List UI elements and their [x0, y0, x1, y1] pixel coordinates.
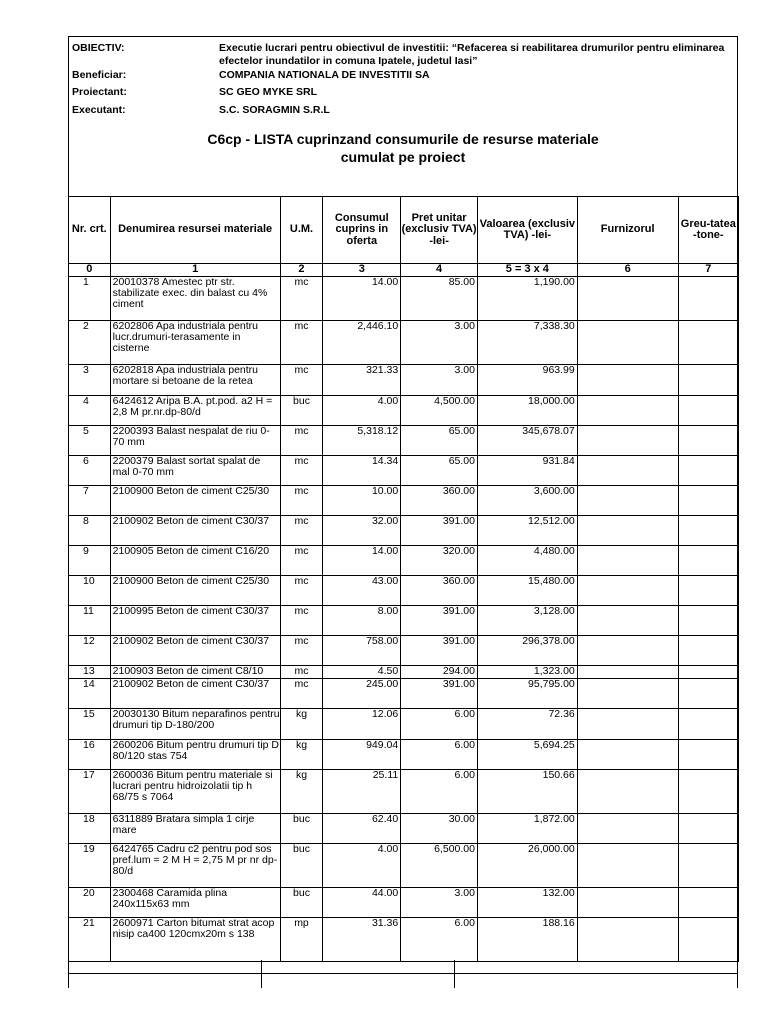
- row-valoare: 26,000.00: [477, 844, 577, 888]
- row-nr: 9: [69, 546, 111, 576]
- header-greutate: Greu-tatea -tone-: [678, 197, 738, 264]
- table-row: [69, 844, 739, 888]
- row-um: buc: [280, 396, 323, 426]
- header-um: U.M.: [280, 197, 323, 264]
- table-row: [69, 814, 739, 844]
- row-consum: 12.06: [323, 709, 401, 740]
- row-name: 2100900 Beton de ciment C25/30: [110, 576, 280, 606]
- row-valoare: 5,694.25: [477, 740, 577, 770]
- row-furnizor: [577, 844, 678, 888]
- row-consum: 31.36: [323, 918, 401, 962]
- table-body: [69, 277, 739, 962]
- row-consum: 44.00: [323, 888, 401, 918]
- column-number: 7: [678, 264, 738, 277]
- bottom-stub-left: [68, 960, 69, 988]
- header-nr: Nr. crt.: [69, 197, 111, 264]
- row-name: 2100902 Beton de ciment C30/37: [110, 516, 280, 546]
- column-number: 3: [323, 264, 401, 277]
- row-pret: 3.00: [401, 365, 478, 396]
- table-row: [69, 546, 739, 576]
- row-nr: 10: [69, 576, 111, 606]
- table-row: [69, 396, 739, 426]
- row-consum: 758.00: [323, 636, 401, 666]
- row-um: buc: [280, 888, 323, 918]
- row-um: mc: [280, 516, 323, 546]
- row-um: mc: [280, 365, 323, 396]
- row-consum: 14.00: [323, 546, 401, 576]
- row-greutate: [678, 709, 738, 740]
- row-nr: 6: [69, 456, 111, 486]
- row-um: kg: [280, 770, 323, 814]
- page-title: [68, 130, 738, 166]
- row-greutate: [678, 888, 738, 918]
- row-valoare: 72.36: [477, 709, 577, 740]
- row-greutate: [678, 740, 738, 770]
- column-number: 5 = 3 x 4: [477, 264, 577, 277]
- executant-label: Executant:: [72, 104, 126, 116]
- row-pret: 6.00: [401, 709, 478, 740]
- row-valoare: 345,678.07: [477, 426, 577, 456]
- row-um: buc: [280, 814, 323, 844]
- row-name: 2100905 Beton de ciment C16/20: [110, 546, 280, 576]
- row-pret: 6.00: [401, 770, 478, 814]
- row-pret: 391.00: [401, 636, 478, 666]
- row-greutate: [678, 426, 738, 456]
- row-name: 2600971 Carton bitumat strat acop nisip ca400 120cmx20m s 138: [110, 918, 280, 962]
- row-valoare: 4,480.00: [477, 546, 577, 576]
- row-pret: 294.00: [401, 666, 478, 679]
- row-furnizor: [577, 666, 678, 679]
- row-nr: 2: [69, 321, 111, 365]
- row-greutate: [678, 606, 738, 636]
- row-name: 20030130 Bitum neparafinos pentru drumuri tip D-180/200: [110, 709, 280, 740]
- row-greutate: [678, 321, 738, 365]
- table-row: [69, 709, 739, 740]
- row-pret: 6,500.00: [401, 844, 478, 888]
- row-um: mc: [280, 636, 323, 666]
- row-um: buc: [280, 844, 323, 888]
- header-consum: Consumul cuprins in oferta: [323, 197, 401, 264]
- row-furnizor: [577, 426, 678, 456]
- row-name: 6311889 Bratara simpla 1 cirje mare: [110, 814, 280, 844]
- row-pret: 3.00: [401, 321, 478, 365]
- table-row: [69, 486, 739, 516]
- row-consum: 10.00: [323, 486, 401, 516]
- row-valoare: 7,338.30: [477, 321, 577, 365]
- row-valoare: 963.99: [477, 365, 577, 396]
- row-nr: 5: [69, 426, 111, 456]
- row-furnizor: [577, 679, 678, 709]
- row-greutate: [678, 516, 738, 546]
- table-row: [69, 456, 739, 486]
- row-valoare: 95,795.00: [477, 679, 577, 709]
- table-row: [69, 576, 739, 606]
- row-um: mc: [280, 456, 323, 486]
- row-consum: 43.00: [323, 576, 401, 606]
- row-pret: 6.00: [401, 918, 478, 962]
- column-number: 0: [69, 264, 111, 277]
- row-name: 2200379 Balast sortat spalat de mal 0-70 mm: [110, 456, 280, 486]
- row-furnizor: [577, 396, 678, 426]
- row-nr: 20: [69, 888, 111, 918]
- table-row: [69, 888, 739, 918]
- row-greutate: [678, 546, 738, 576]
- row-furnizor: [577, 277, 678, 321]
- table-row: [69, 321, 739, 365]
- table-row: [69, 365, 739, 396]
- row-consum: 5,318.12: [323, 426, 401, 456]
- table-row: [69, 740, 739, 770]
- row-name: 2200393 Balast nespalat de riu 0-70 mm: [110, 426, 280, 456]
- row-um: mc: [280, 606, 323, 636]
- row-consum: 2,446.10: [323, 321, 401, 365]
- row-consum: 4.50: [323, 666, 401, 679]
- proiectant-label: Proiectant:: [72, 86, 127, 98]
- row-um: mc: [280, 666, 323, 679]
- row-greutate: [678, 814, 738, 844]
- row-pret: 3.00: [401, 888, 478, 918]
- row-furnizor: [577, 365, 678, 396]
- row-furnizor: [577, 546, 678, 576]
- row-greutate: [678, 770, 738, 814]
- row-consum: 32.00: [323, 516, 401, 546]
- header-valoare: Valoarea (exclusiv TVA) -lei-: [477, 197, 577, 264]
- row-furnizor: [577, 456, 678, 486]
- row-greutate: [678, 918, 738, 962]
- row-pret: 4,500.00: [401, 396, 478, 426]
- row-furnizor: [577, 740, 678, 770]
- row-furnizor: [577, 888, 678, 918]
- row-furnizor: [577, 636, 678, 666]
- row-name: 2600206 Bitum pentru drumuri tip D 80/120 stas 754: [110, 740, 280, 770]
- row-name: 2100995 Beton de ciment C30/37: [110, 606, 280, 636]
- row-nr: 21: [69, 918, 111, 962]
- row-consum: 62.40: [323, 814, 401, 844]
- row-valoare: 132.00: [477, 888, 577, 918]
- row-valoare: 18,000.00: [477, 396, 577, 426]
- table-row: [69, 636, 739, 666]
- row-name: 2600036 Bitum pentru materiale si lucrari pentru hidroizolatii tip h 68/75 s 7064: [110, 770, 280, 814]
- row-furnizor: [577, 606, 678, 636]
- row-consum: 949.04: [323, 740, 401, 770]
- row-pret: 391.00: [401, 606, 478, 636]
- row-um: mc: [280, 546, 323, 576]
- row-nr: 14: [69, 679, 111, 709]
- column-number: 2: [280, 264, 323, 277]
- row-name: 6202818 Apa industriala pentru mortare si betoane de la retea: [110, 365, 280, 396]
- row-furnizor: [577, 770, 678, 814]
- row-valoare: 3,600.00: [477, 486, 577, 516]
- row-furnizor: [577, 576, 678, 606]
- row-greutate: [678, 844, 738, 888]
- row-consum: 8.00: [323, 606, 401, 636]
- row-pret: 65.00: [401, 456, 478, 486]
- table-row: [69, 679, 739, 709]
- row-pret: 391.00: [401, 679, 478, 709]
- row-valoare: 296,378.00: [477, 636, 577, 666]
- row-um: mc: [280, 576, 323, 606]
- row-um: mc: [280, 277, 323, 321]
- row-name: 2100902 Beton de ciment C30/37: [110, 679, 280, 709]
- row-consum: 25.11: [323, 770, 401, 814]
- table-row: [69, 277, 739, 321]
- row-nr: 17: [69, 770, 111, 814]
- header-furnizor: Furnizorul: [577, 197, 678, 264]
- beneficiar-label: Beneficiar:: [72, 69, 127, 81]
- row-greutate: [678, 277, 738, 321]
- row-greutate: [678, 486, 738, 516]
- column-number-row: [69, 264, 739, 277]
- row-nr: 12: [69, 636, 111, 666]
- table-row: [69, 770, 739, 814]
- row-nr: 18: [69, 814, 111, 844]
- row-name: 20010378 Amestec ptr str. stabilizate exec. din balast cu 4% ciment: [110, 277, 280, 321]
- beneficiar-value: COMPANIA NATIONALA DE INVESTITII SA: [219, 69, 430, 81]
- row-valoare: 1,190.00: [477, 277, 577, 321]
- row-greutate: [678, 456, 738, 486]
- row-furnizor: [577, 321, 678, 365]
- row-furnizor: [577, 918, 678, 962]
- row-greutate: [678, 365, 738, 396]
- row-nr: 3: [69, 365, 111, 396]
- executant-value: S.C. SORAGMIN S.R.L: [219, 104, 330, 116]
- row-furnizor: [577, 709, 678, 740]
- row-pret: 65.00: [401, 426, 478, 456]
- row-greutate: [678, 396, 738, 426]
- row-name: 2100902 Beton de ciment C30/37: [110, 636, 280, 666]
- bottom-stub-right: [454, 960, 455, 988]
- row-name: 2300468 Caramida plina 240x115x63 mm: [110, 888, 280, 918]
- header-pret: Pret unitar (exclusiv TVA) -lei-: [401, 197, 478, 264]
- proiectant-value: SC GEO MYKE SRL: [219, 86, 318, 98]
- row-valoare: 931.84: [477, 456, 577, 486]
- row-furnizor: [577, 486, 678, 516]
- header-name: Denumirea resursei materiale: [110, 197, 280, 264]
- row-pret: 320.00: [401, 546, 478, 576]
- row-nr: 7: [69, 486, 111, 516]
- row-pret: 6.00: [401, 740, 478, 770]
- row-um: mp: [280, 918, 323, 962]
- row-nr: 16: [69, 740, 111, 770]
- row-consum: 321.33: [323, 365, 401, 396]
- row-consum: 14.34: [323, 456, 401, 486]
- row-pret: 391.00: [401, 516, 478, 546]
- row-name: 6202806 Apa industriala pentru lucr.drumuri-terasamente in cisterne: [110, 321, 280, 365]
- column-number: 6: [577, 264, 678, 277]
- row-pret: 30.00: [401, 814, 478, 844]
- table-row: [69, 426, 739, 456]
- table-header-row: [69, 197, 739, 264]
- row-valoare: 1,323.00: [477, 666, 577, 679]
- row-consum: 4.00: [323, 844, 401, 888]
- row-um: kg: [280, 740, 323, 770]
- row-nr: 19: [69, 844, 111, 888]
- table-row: [69, 606, 739, 636]
- row-consum: 14.00: [323, 277, 401, 321]
- row-um: mc: [280, 321, 323, 365]
- row-pret: 360.00: [401, 576, 478, 606]
- row-nr: 4: [69, 396, 111, 426]
- row-consum: 245.00: [323, 679, 401, 709]
- row-furnizor: [577, 814, 678, 844]
- row-nr: 13: [69, 666, 111, 679]
- row-name: 2100903 Beton de ciment C8/10: [110, 666, 280, 679]
- column-number: 1: [110, 264, 280, 277]
- row-nr: 11: [69, 606, 111, 636]
- row-valoare: 12,512.00: [477, 516, 577, 546]
- table-row: [69, 516, 739, 546]
- row-greutate: [678, 666, 738, 679]
- row-valoare: 1,872.00: [477, 814, 577, 844]
- row-greutate: [678, 636, 738, 666]
- row-um: mc: [280, 486, 323, 516]
- title-line-2: cumulat pe proiect: [340, 149, 466, 165]
- row-valoare: 188.16: [477, 918, 577, 962]
- row-name: 6424765 Cadru c2 pentru pod sos pref.lum = 2 M H = 2,75 M pr nr dp-80/d: [110, 844, 280, 888]
- table-row: [69, 918, 739, 962]
- row-name: 2100900 Beton de ciment C25/30: [110, 486, 280, 516]
- row-greutate: [678, 679, 738, 709]
- objectiv-label: OBIECTIV:: [72, 42, 125, 54]
- table-row: [69, 666, 739, 679]
- row-pret: 85.00: [401, 277, 478, 321]
- row-valoare: 3,128.00: [477, 606, 577, 636]
- materials-table: [68, 196, 739, 962]
- bottom-rule: [68, 973, 738, 974]
- row-furnizor: [577, 516, 678, 546]
- row-um: mc: [280, 426, 323, 456]
- row-nr: 1: [69, 277, 111, 321]
- row-um: mc: [280, 679, 323, 709]
- row-valoare: 150.66: [477, 770, 577, 814]
- bottom-stub-mid: [261, 960, 262, 988]
- row-greutate: [678, 576, 738, 606]
- column-number: 4: [401, 264, 478, 277]
- row-consum: 4.00: [323, 396, 401, 426]
- row-um: kg: [280, 709, 323, 740]
- row-valoare: 15,480.00: [477, 576, 577, 606]
- row-nr: 8: [69, 516, 111, 546]
- row-name: 6424612 Aripa B.A. pt.pod. a2 H = 2,8 M pr.nr.dp-80/d: [110, 396, 280, 426]
- row-nr: 15: [69, 709, 111, 740]
- title-line-1: C6cp - LISTA cuprinzand consumurile de resurse materiale: [207, 131, 599, 147]
- objectiv-value: Executie lucrari pentru obiectivul de investitii: “Refacerea si reabilitarea drumurilor pentru eliminarea efectelor inundatilor in comuna Ipatele, judetul Iasi”: [219, 42, 725, 67]
- row-pret: 360.00: [401, 486, 478, 516]
